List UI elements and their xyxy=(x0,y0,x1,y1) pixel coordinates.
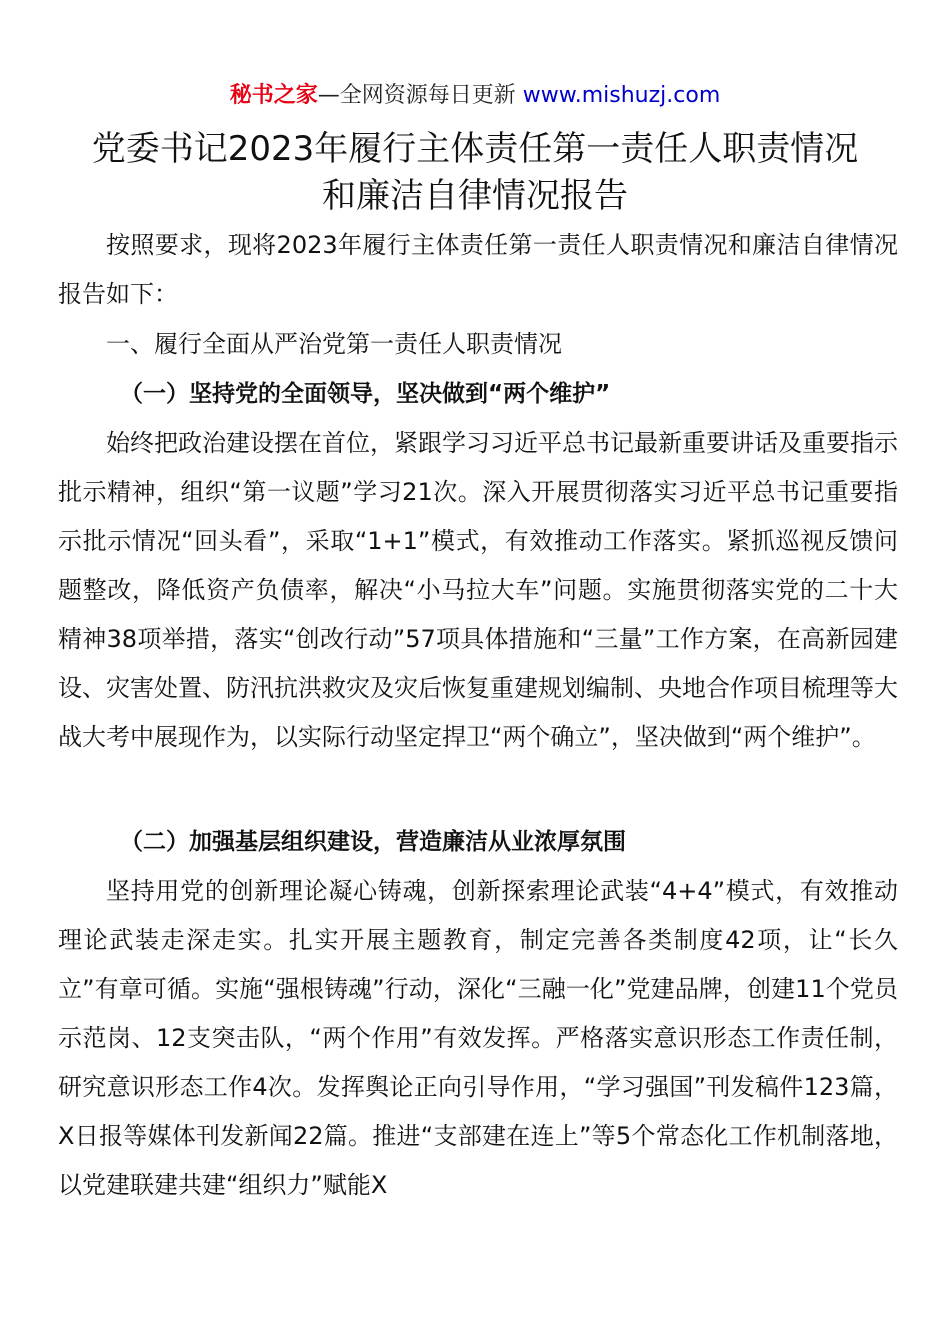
banner-slogan: —全网资源每日更新 xyxy=(317,83,523,108)
banner-url-link[interactable]: www.mishuzj.com xyxy=(522,83,721,108)
subsection-heading-2: （二）加强基层组织建设，营造廉洁从业浓厚氛围 xyxy=(120,829,626,855)
subsection-heading-1: （一）坚持党的全面领导，坚决做到“两个维护” xyxy=(120,381,611,407)
document-title-line-1: 党委书记2023年履行主体责任第一责任人职责情况 xyxy=(91,129,859,169)
intro-paragraph: 按照要求，现将2023年履行主体责任第一责任人职责情况和廉洁自律情况报告如下： xyxy=(58,231,898,308)
document-title-line-2: 和廉洁自律情况报告 xyxy=(322,176,628,216)
section-heading: 一、履行全面从严治党第一责任人职责情况 xyxy=(106,330,562,358)
site-banner xyxy=(0,80,950,112)
banner-brand: 秘书之家 xyxy=(229,83,318,108)
subsection-paragraph-1: 始终把政治建设摆在首位，紧跟学习习近平总书记最新重要讲话及重要指示批示精神，组织“第一议题”学习21次。深入开展贯彻落实习近平总书记重要指示批示情况“回头看”，采取“1+1”模式，有效推动工作落实。紧抓巡视反馈问题整改，降低资产负债率，解决“小马拉大车”问题。实施贯彻落实党的二十大精神38项举措，落实“创改行动”57项具体措施和“三量”工作方案，在高新园建设、灾害处置、防汛抗洪救灾及灾后恢复重建规划编制、央地合作项目梳理等大战大考中展现作为，以实际行动坚定捍卫“两个确立”，坚决做到“两个维护”。 xyxy=(58,429,898,751)
subsection-paragraph-2: 坚持用党的创新理论凝心铸魂，创新探索理论武装“4+4”模式，有效推动理论武装走深走实。扎实开展主题教育，制定完善各类制度42项，让“长久立”有章可循。实施“强根铸魂”行动，深化“三融一化”党建品牌，创建11个党员示范岗、12支突击队，“两个作用”有效发挥。严格落实意识形态工作责任制，研究意识形态工作4次。发挥舆论正向引导作用，“学习强国”刊发稿件123篇，X日报等媒体刊发新闻22篇。推进“支部建在连上”等5个常态化工作机制落地，以党建联建共建“组织力”赋能X xyxy=(58,877,898,1199)
